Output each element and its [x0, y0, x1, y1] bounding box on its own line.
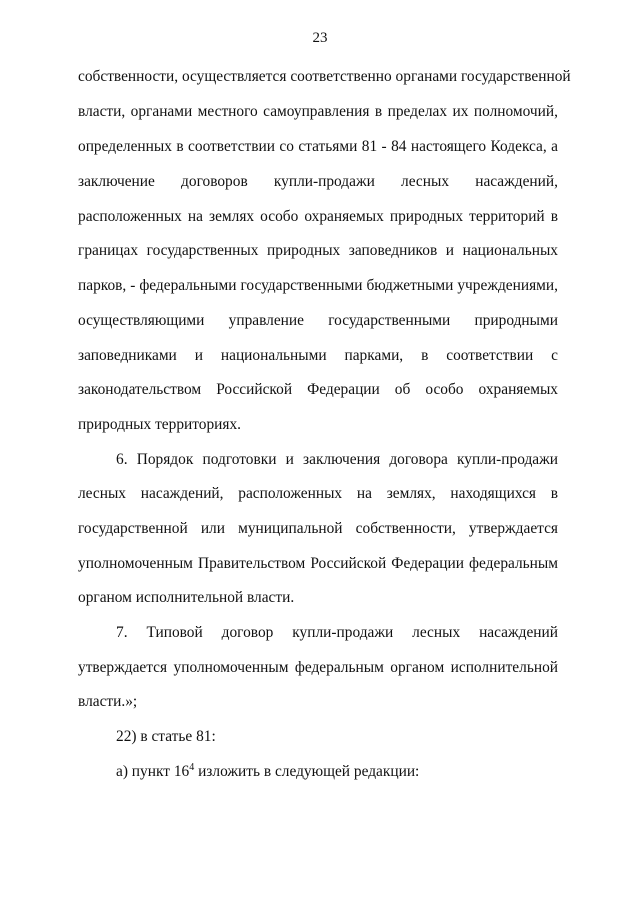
text-line: законодательством Российской Федерации об особо охраняемых	[78, 381, 558, 398]
text-line: государственной или муниципальной собственности, утверждается	[78, 520, 558, 537]
text-line: природных территориях.	[78, 416, 242, 433]
item-a-text-before: а) пункт 16	[116, 763, 190, 780]
text-line: определенных в соответствии со статьями 81 - 84 настоящего Кодекса, а	[78, 138, 558, 155]
text-line: осуществляющими управление государственными природными	[78, 312, 558, 329]
text-line: власти, органами местного самоуправления в пределах их полномочий,	[78, 103, 558, 120]
item-22-line: 22) в статье 81:	[116, 728, 216, 745]
item-a-superscript: 4	[189, 762, 195, 773]
text-line: уполномоченным Правительством Российской Федерации федеральным	[78, 555, 558, 572]
text-line: парков, - федеральными государственными бюджетными учреждениями,	[78, 277, 558, 294]
text-line: собственности, осуществляется соответственно органами государственной	[78, 68, 571, 85]
text-line: органом исполнительной власти.	[78, 589, 295, 606]
paragraph-6-first-line: 6. Порядок подготовки и заключения договора купли-продажи	[116, 451, 558, 468]
text-line: границах государственных природных заповедников и национальных	[78, 242, 558, 259]
page-number: 23	[312, 30, 328, 46]
text-line: утверждается уполномоченным федеральным органом исполнительной	[78, 659, 558, 676]
text-line: заключение договоров купли-продажи лесных насаждений,	[78, 173, 558, 190]
text-line: заповедниками и национальными парками, в соответствии с	[78, 347, 558, 364]
text-line: расположенных на землях особо охраняемых природных территорий в	[78, 208, 558, 225]
text-line: власти.»;	[78, 693, 138, 710]
item-a-line	[116, 762, 419, 782]
paragraph-7-first-line: 7. Типовой договор купли-продажи лесных насаждений	[116, 624, 558, 641]
text-line: лесных насаждений, расположенных на землях, находящихся в	[78, 485, 558, 502]
item-a-text-after: изложить в следующей редакции:	[194, 763, 420, 780]
